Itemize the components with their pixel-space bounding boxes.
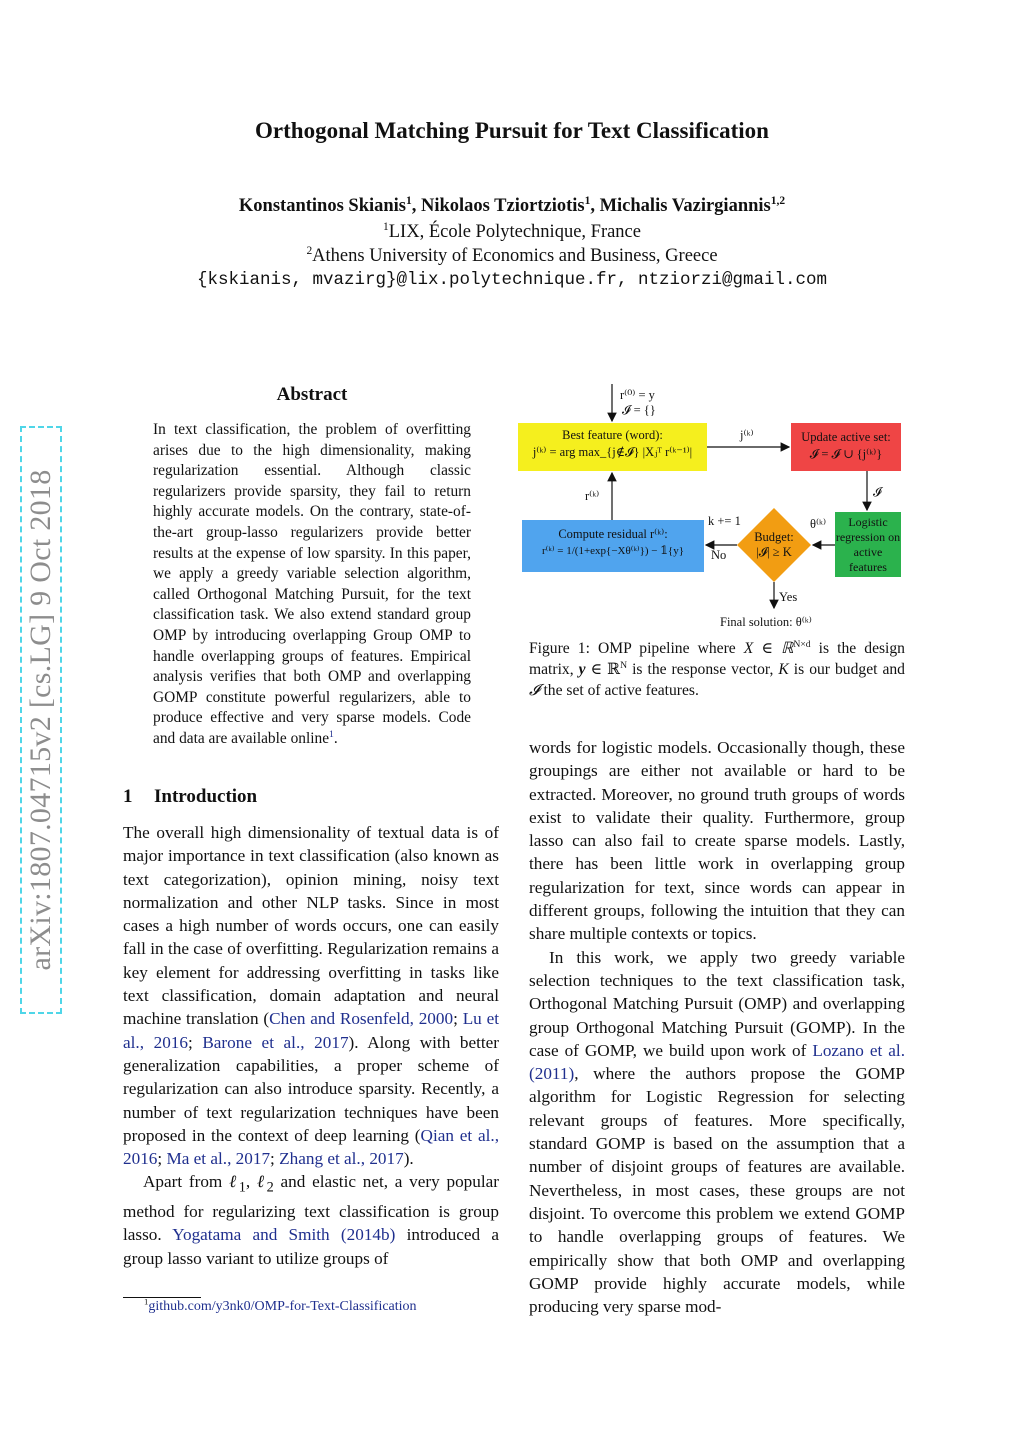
- logistic-regression-box: Logistic regression on active features: [835, 512, 901, 577]
- abstract-text: In text classification, the problem of overfitting arises due to the high dimensionality, making regularization essential. Although classic regularizers provide sparsity, they fail to return highly accurate models. On the contrary, state-of-the-art group-lasso regularizers provide better results at the expense of low sparsity. In this paper, we apply a greedy variable selection algorithm, called Orthogonal Matching Pursuit, for the text classification task. We also extend standard group OMP by introducing overlapping Group OMP to handle overlapping groups of features. Empirical analysis verifies that both OMP and overlapping GOMP constitute powerful regularizers, able to produce effective and very sparse models. Code and data are available online$^1$.: [153, 421, 471, 747]
- left-column-body: [123, 821, 499, 1270]
- author-emails: {kskianis, mvazirg}@lix.polytechnique.fr, ntziorzi@gmail.com: [196, 270, 828, 290]
- footnote-link[interactable]: github.com/y3nk0/OMP-for-Text-Classification: [148, 1299, 417, 1314]
- best-feature-formula: j⁽ᵏ⁾ = arg max_{j∉𝓘} |Xⱼᵀ r⁽ᵏ⁻¹⁾|: [532, 445, 693, 459]
- citation-link[interactable]: Zhang et al., 2017: [279, 1149, 404, 1169]
- citation-link[interactable]: Qian et al., 2016: [123, 1125, 500, 1169]
- arxiv-identifier: arXiv:1807.04715v2 [cs.LG] 9 Oct 2018: [24, 469, 57, 971]
- section-heading: 1 Introduction: [123, 786, 258, 807]
- arrow-label-increment: k += 1: [708, 514, 741, 528]
- paragraph: In this work, we apply two greedy variable selection techniques to the text classification task, Orthogonal Matching Pursuit (OMP) and overlapping group Orthogonal Matching Pursuit (GOMP). In the case of GOMP, we build upon work of Lozano et al. (2011), where the authors propose the GOMP algorithm for Logistic Regression for selecting relevant groups of features. More specifically, standard GOMP is based on the assumption that a number of disjoint groups of features are available. Nevertheless, in most cases, these groups are not disjoint. To overcome this problem we extend GOMP to handle overlapping groups of features. We empirically show that both OMP and overlapping GOMP provide highly accurate models, while producing very sparse mod-: [529, 947, 905, 1317]
- paragraph: words for logistic models. Occasionally though, these groupings are either not available or hard to be extracted. Moreover, no ground truth groups of words exist to validate their quality. Furthermore, group lasso can also fail to create sparse models. Lastly, there has been little work in overlapping group regularization for text, since words can appear in different groups, following the intuition that they can share multiple contexts or topics.: [529, 738, 905, 944]
- citation-link[interactable]: Lozano et al. (2011): [529, 1040, 905, 1084]
- citation-link[interactable]: Ma et al., 2017: [166, 1149, 271, 1169]
- final-solution-label: Final solution: θ⁽ᵏ⁾: [720, 615, 812, 629]
- compute-residual-box: Compute residual r⁽ᵏ⁾: r⁽ᵏ⁾ = 1/(1+exp{−Xθ⁽ᵏ⁾}) − 𝟙{y}: [522, 520, 704, 572]
- citation-link[interactable]: Yogatama and Smith (2014b): [172, 1225, 396, 1245]
- arrow-label-residual: r⁽ᵏ⁾: [585, 489, 600, 503]
- footnote-rule: [123, 1297, 201, 1298]
- citation-link[interactable]: Chen and Rosenfeld, 2000: [269, 1009, 454, 1029]
- arrow-label-set: 𝓘: [873, 485, 882, 499]
- citation-link[interactable]: Barone et al., 2017: [202, 1032, 349, 1052]
- footnote-mark[interactable]: 1: [329, 728, 334, 740]
- author-list: Konstantinos Skianis$^1$, Nikolaos Tziortziotis$^1$, Michalis Vazirgiannis$^{1,2}$: [238, 194, 786, 216]
- update-active-set-box: Update active set: 𝓘 = 𝓘 ∪ {j⁽ᵏ⁾}: [791, 423, 901, 471]
- budget-decision-diamond: Budget: |𝓘| ≥ K: [737, 508, 811, 582]
- arrow-label-theta: θ⁽ᵏ⁾: [810, 517, 827, 531]
- author-name: Michalis Vazirgiannis: [599, 196, 771, 216]
- paper-title: Orthogonal Matching Pursuit for Text Classification: [255, 118, 769, 143]
- arrow-label-yes: Yes: [779, 590, 798, 604]
- init-residual-label: r⁽⁰⁾ = y: [620, 388, 655, 402]
- author-name: Nikolaos Tziortziotis: [421, 196, 585, 216]
- best-feature-box: Best feature (word): j⁽ᵏ⁾ = arg max_{j∉𝓘} |Xⱼᵀ r⁽ᵏ⁻¹⁾|: [518, 423, 707, 471]
- affiliation-2: $^2$Athens University of Economics and Business, Greece: [306, 244, 718, 266]
- footnote[interactable]: $^1$github.com/y3nk0/OMP-for-Text-Classification: [144, 1296, 417, 1314]
- author-name: Konstantinos Skianis: [238, 196, 407, 216]
- abstract-heading: Abstract: [276, 384, 348, 405]
- paragraph: Apart from ℓ$_1$, ℓ$_2$ and elastic net, a very popular method for regularizing text classification is group lasso. Yogatama and Smith (2014b) introduced a group lasso variant to utilize groups of: [123, 1172, 499, 1268]
- arrow-label-no: No: [711, 548, 727, 562]
- paragraph: The overall high dimensionality of textual data is of major importance in text classification (also known as text categorization), opinion mining, noisy text normalization and other NLP tasks. Since in most cases a high number of words occurs, one can easily fall in the case of overfitting. Regularization remains a key element for addressing overfitting in tasks like text classification, domain adaptation and neural machine translation (Chen and Rosenfeld, 2000; Lu et al., 2016; Barone et al., 2017). Along with better generalization capabilities, a proper scheme of regularization can also introduce sparsity. Recently, a number of text regularization techniques have been proposed in the context of deep learning (Qian et al., 2016; Ma et al., 2017; Zhang et al., 2017).: [123, 823, 500, 1169]
- figure-caption: Figure 1: OMP pipeline where X ∈ ℝ$^{N\times d}$ is the design matrix, y ∈ ℝ$^N$ is the response vector, K is our budget and 𝓘 the set of active features.: [529, 638, 905, 699]
- arrow-label-j: j⁽ᵏ⁾: [740, 428, 754, 442]
- affiliation-1: $^1$LIX, École Polytechnique, France: [383, 220, 641, 242]
- right-column-body: [529, 736, 905, 1318]
- init-set-label: 𝓘 = {}: [622, 403, 656, 417]
- citation-link[interactable]: Lu et al., 2016: [123, 1009, 500, 1052]
